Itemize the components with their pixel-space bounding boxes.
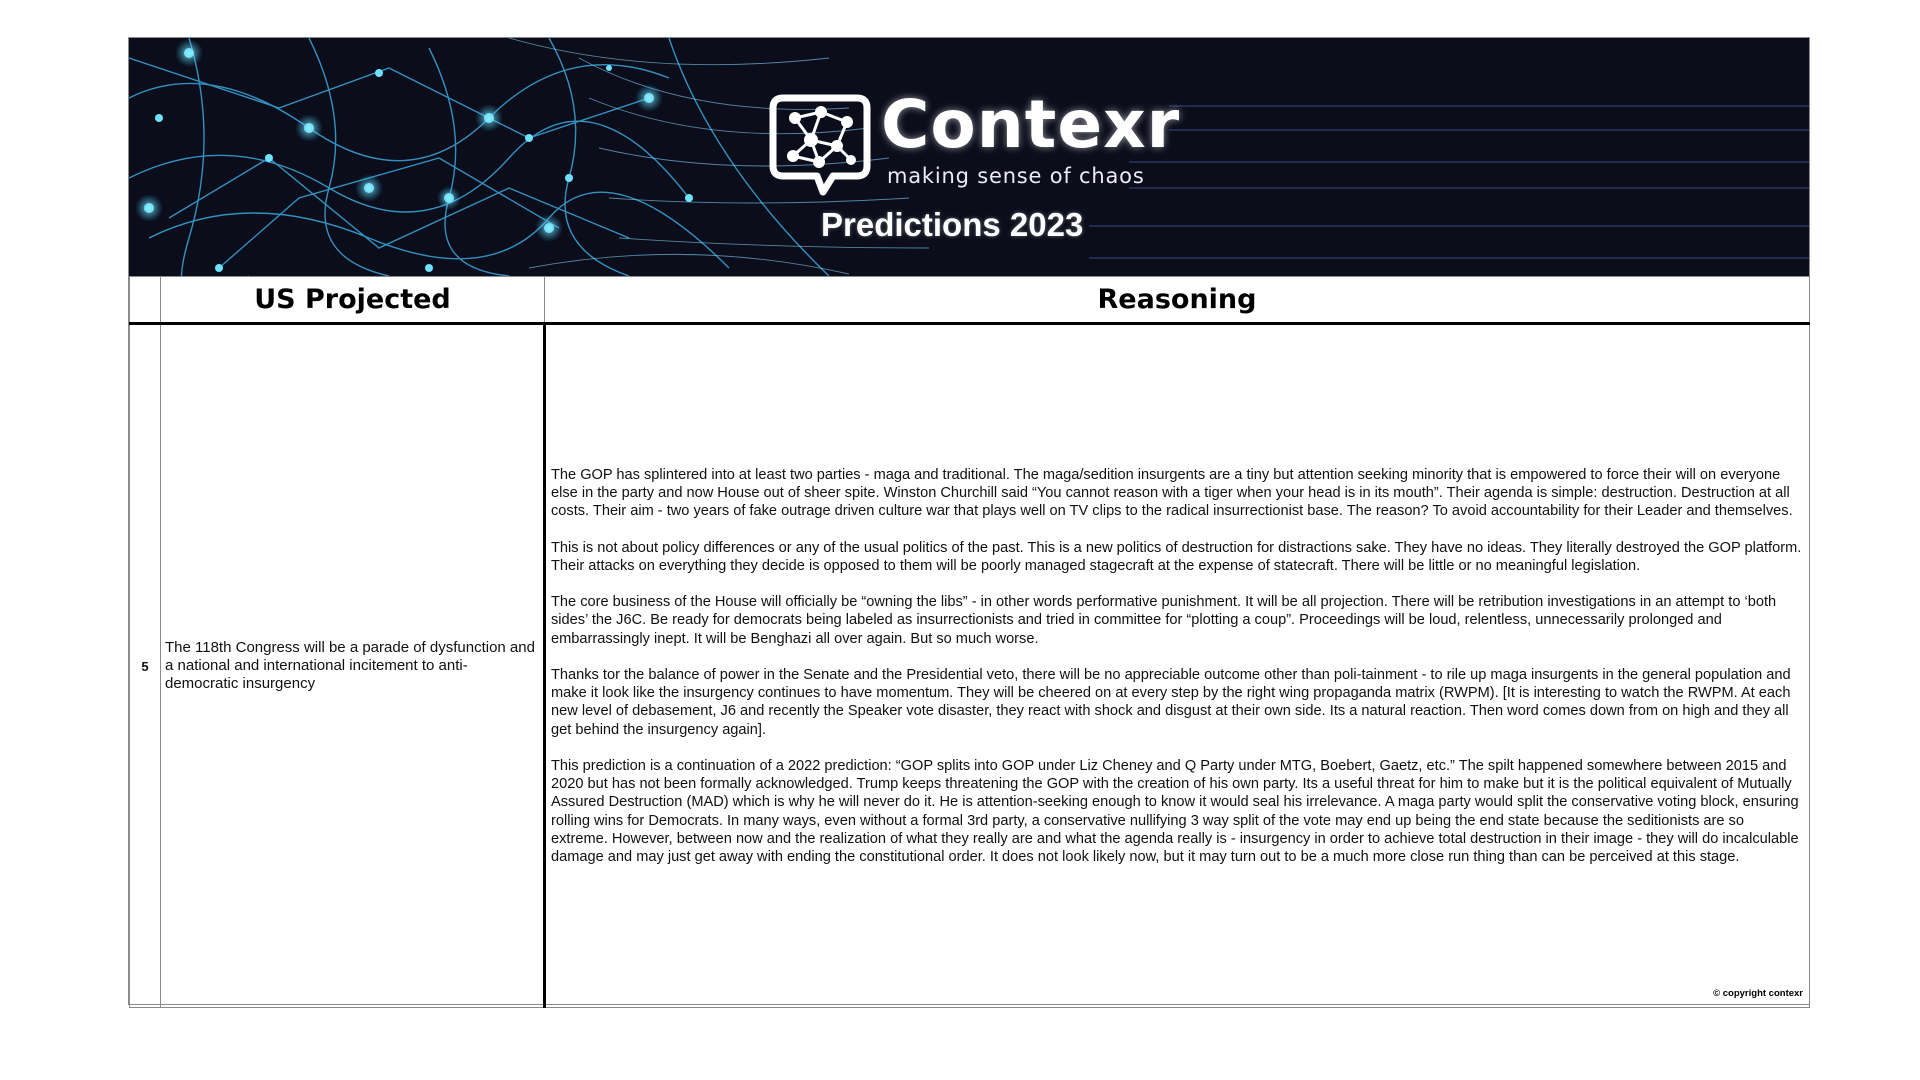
column-header-us-projected: US Projected — [161, 277, 545, 324]
header-banner — [129, 38, 1809, 276]
reasoning-paragraph: The GOP has splintered into at least two parties - maga and traditional. The maga/sedition insurgents are a tiny but attention seeking minority that is empowered to force their will on everyone else in the party and now House out of sheer spite. Winston Churchill said “You cannot reason with a tiger when your head is in its mouth”. Their agenda is simple: destruction. Destruction at all costs. Their aim - two years of fake outrage driven culture war that plays well on TV clips to the radical insurrectionist base. The reason? To avoid accountability for their Leader and themselves. — [551, 466, 1793, 520]
predictions-sheet — [128, 37, 1810, 1005]
brand-tagline: making sense of chaos — [887, 164, 1145, 188]
copyright-notice: © copyright contexr — [1713, 988, 1803, 999]
network-speech-bubble-icon — [765, 90, 875, 200]
table-row — [130, 324, 1810, 1008]
brand-name: Contexr — [881, 86, 1181, 163]
row-number: 5 — [130, 324, 161, 1008]
table-header-row — [130, 277, 1810, 324]
contexr-logo — [765, 86, 1185, 200]
reasoning-cell — [545, 324, 1810, 1008]
page-title: Predictions 2023 — [821, 206, 1084, 243]
reasoning-paragraph: This prediction is a continuation of a 2022 prediction: “GOP splits into GOP under Liz Cheney and Q Party under MTG, Boebert, Gaetz, etc.” The spilt happened somewhere between 2015 and 2020 but has not been formally acknowledged. Trump keeps threatening the GOP with the creation of his own party. Its a useful threat for him to make but it is the political equivalent of Mutually Assured Destruction (MAD) which is why he will never do it. He is attention-seeking enough to know it would seal his irrelevance. A maga party would split the conservative voting block, ensuring rolling wins for Democrats. In many ways, even without a formal 3rd party, a conservative nullifying 3 way split of the vote may end up being the end state because the seditionists are so extreme. However, between now and the realization of what they really are and what the agenda really is - insurgency in order to achieve total destruction in their image - they will do incalculable damage and may just get away with ending the constitutional order. It does not look likely now, but it may turn out to be a much more close run thing than can be perceived at this stage. — [551, 757, 1799, 865]
prediction-text: The 118th Congress will be a parade of dysfunction and a national and international incitement to anti-democratic insurgency — [161, 324, 545, 1008]
reasoning-paragraph: This is not about policy differences or any of the usual politics of the past. This is a new politics of destruction for distractions sake. They have no ideas. They literally destroyed the GOP platform. Their attacks on everything they decide is opposed to them will be poorly managed stagecraft at the expense of statecraft. There will be little or no meaningful legislation. — [551, 539, 1802, 574]
column-header-number — [130, 277, 161, 324]
reasoning-paragraph: Thanks tor the balance of power in the Senate and the Presidential veto, there will be no appreciable outcome other than poli-tainment - to rile up maga insurgents in the general population and make it look like the insurgency continues to have momentum. They will be cheered on at every step by the right wing propaganda matrix (RWPM). [It is interesting to watch the RWPM. At each new level of debasement, J6 and recently the Speaker vote disaster, they react with shock and disgust at their own side. Its a natural reaction. Then word comes down from on high and they all get behind the insurgency again]. — [551, 666, 1791, 738]
predictions-table — [129, 276, 1810, 1008]
column-header-reasoning: Reasoning — [545, 277, 1810, 324]
reasoning-paragraph: The core business of the House will officially be “owning the libs” - in other words performative punishment. It will be all projection. There will be retribution investigations in an attempt to ‘both sides’ the J6C. Be ready for democrats being labeled as insurrectionists and tried in committee for “plotting a coup”. Proceedings will be loud, relentless, unnecessarily prolonged and embarrassingly inept. It will be Benghazi all over again. But so much worse. — [551, 594, 1777, 647]
